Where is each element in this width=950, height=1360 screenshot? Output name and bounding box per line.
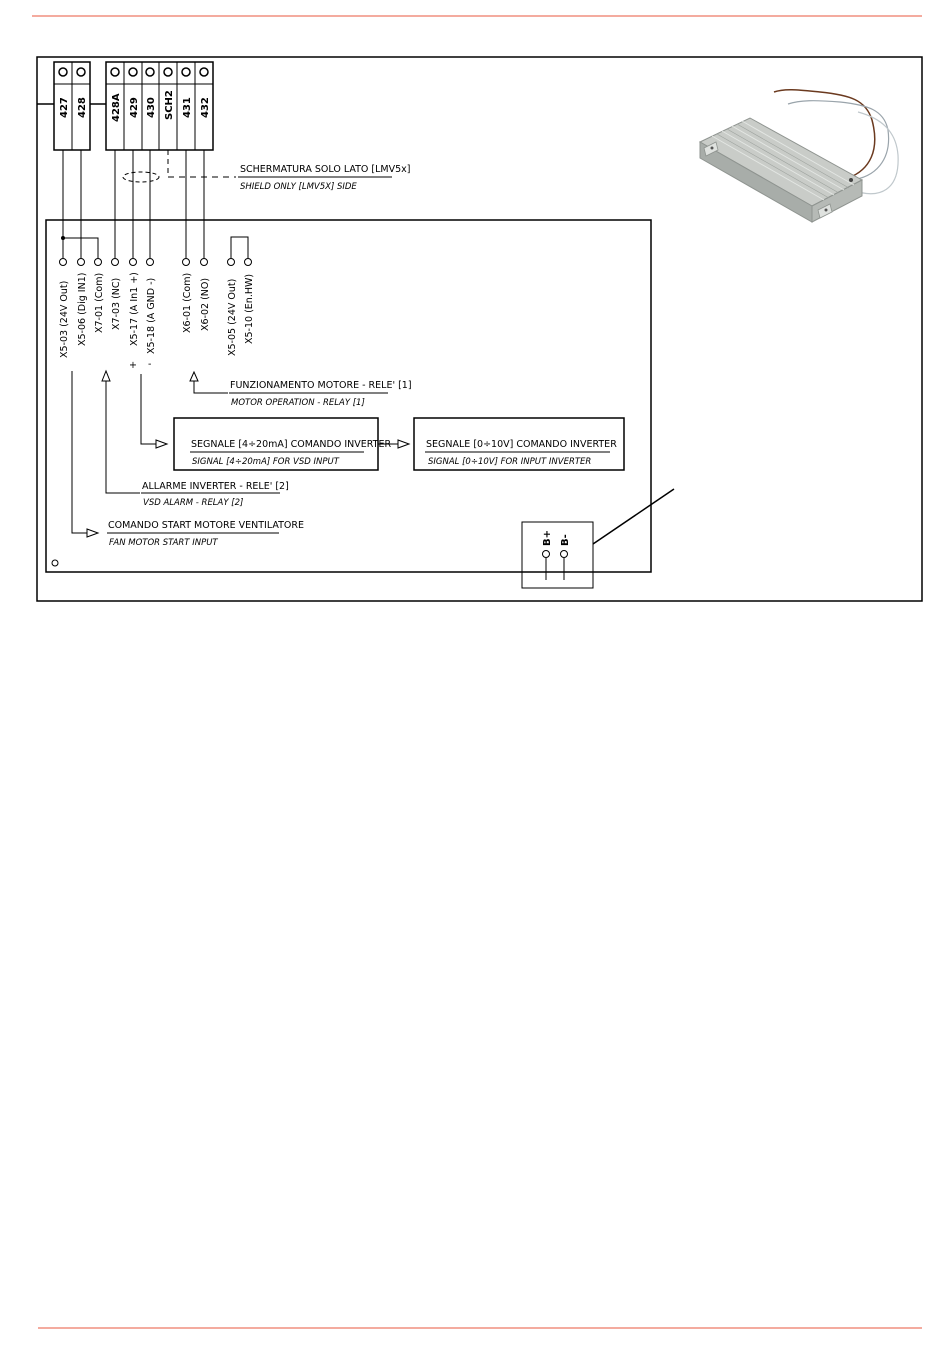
shield-note — [123, 150, 410, 192]
shield-note-en: SHIELD ONLY [LMV5X] SIDE — [240, 182, 357, 192]
box-link-arrow — [398, 440, 409, 448]
signal-4-20-en: SIGNAL [4÷20mA] FOR VSD INPUT — [192, 457, 339, 467]
fan-start-it: COMANDO START MOTORE VENTILATORE — [108, 520, 304, 531]
terminal-SCH2: SCH2 — [164, 90, 175, 120]
terminal-strip-right — [90, 62, 213, 150]
pin-x5-05: X5-05 (24V Out) — [227, 278, 238, 356]
signal-0-10-box — [414, 418, 624, 470]
fan-start-en: FAN MOTOR START INPUT — [109, 538, 218, 548]
vsd-alarm-en: VSD ALARM - RELAY [2] — [143, 498, 244, 508]
brake-minus-label: B- — [560, 534, 571, 546]
signal-4-20-it: SEGNALE [4÷20mA] COMANDO INVERTER — [191, 439, 392, 450]
pin-x5-03: X5-03 (24V Out) — [59, 280, 70, 358]
vsd-alarm-it: ALLARME INVERTER - RELE' [2] — [142, 481, 289, 492]
shield-note-it: SCHERMATURA SOLO LATO [LMV5x] — [240, 164, 411, 175]
pin-x6-02: X6-02 (NO) — [200, 277, 211, 331]
pin-x5-10: X5-10 (En.HW) — [244, 273, 255, 344]
terminal-428: 428 — [77, 97, 88, 118]
terminal-strip-left — [37, 62, 90, 150]
signal-0-10-en: SIGNAL [0÷10V] FOR INPUT INVERTER — [428, 457, 592, 467]
terminal-427: 427 — [59, 97, 70, 118]
terminal-431: 431 — [182, 97, 193, 118]
inverter-pin-circles — [60, 259, 252, 266]
pin-x6-01: X6-01 (Com) — [182, 272, 193, 333]
pin-x5-18: X5-18 (A GND -) — [146, 277, 157, 354]
signal-arrow — [156, 440, 167, 448]
signal-4-20-box — [174, 418, 391, 470]
motor-relay-it: FUNZIONAMENTO MOTORE - RELE' [1] — [230, 380, 412, 391]
pin-x7-01: X7-01 (Com) — [94, 272, 105, 333]
motor-relay-callout — [190, 372, 412, 408]
pin-x5-06: X5-06 (Dig IN1) — [77, 272, 88, 346]
terminal-wires — [61, 150, 248, 258]
inverter-corner-mark — [52, 560, 58, 566]
pin-x7-03: X7-03 (NC) — [111, 277, 122, 330]
motor-relay-en: MOTOR OPERATION - RELAY [1] — [231, 398, 365, 408]
terminal-429: 429 — [129, 97, 140, 118]
terminal-430: 430 — [146, 97, 157, 118]
polarity-plus: + — [129, 360, 137, 371]
terminal-428A: 428A — [111, 93, 122, 122]
brake-plus-label: B+ — [542, 529, 553, 546]
signal-0-10-it: SEGNALE [0÷10V] COMANDO INVERTER — [426, 439, 617, 450]
terminal-432: 432 — [200, 97, 211, 118]
pin-x5-17: X5-17 (A In1 +) — [129, 272, 140, 346]
brake-resistor-image — [700, 90, 898, 222]
polarity-minus: - — [148, 359, 152, 370]
signal-wire — [141, 374, 156, 444]
